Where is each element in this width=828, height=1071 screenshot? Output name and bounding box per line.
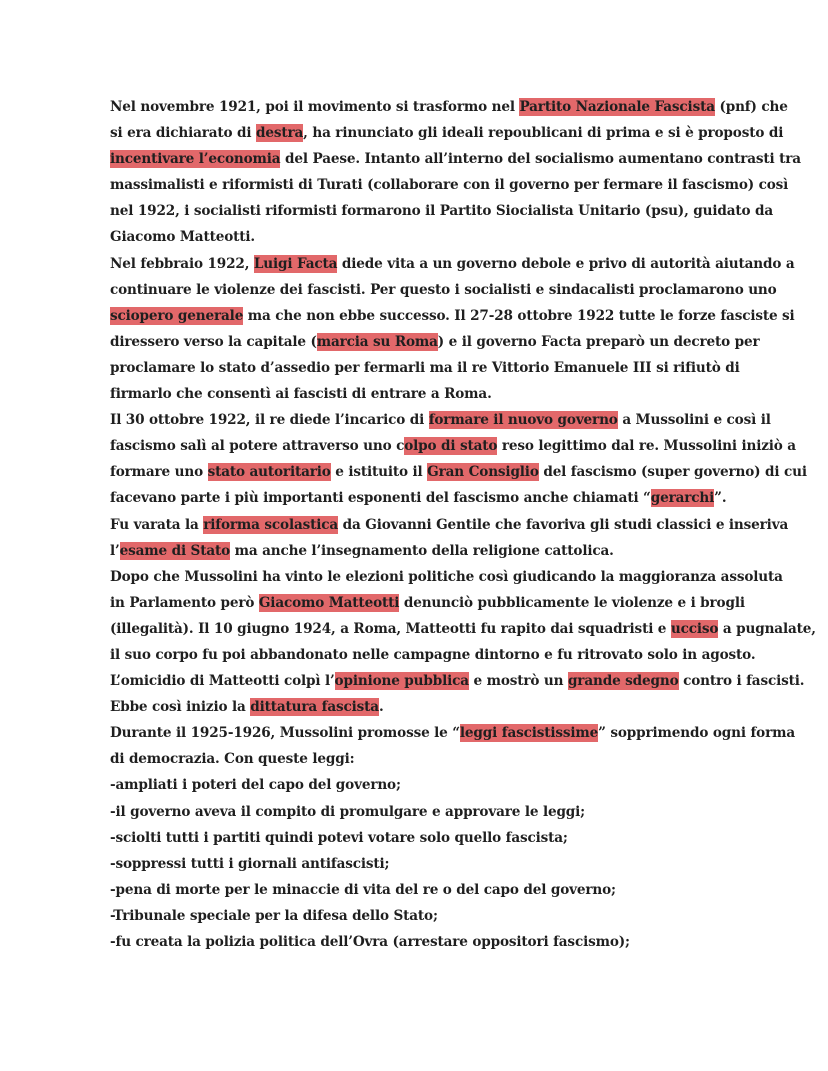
text-segment: a pugnalate,: [718, 620, 816, 637]
text-line: [98, 329, 760, 355]
highlighted-term: leggi fascistissime: [459, 725, 599, 742]
text-segment: .: [378, 699, 384, 716]
list-item: -sciolti tutti i partiti quindi potevi votare solo quello fascista;: [110, 829, 568, 846]
text-line: [98, 94, 788, 120]
highlighted-term: olpo di stato: [404, 438, 498, 455]
highlighted-term: formare il nuovo governo: [428, 412, 618, 429]
text-line: [98, 668, 805, 694]
paragraph: [98, 564, 816, 721]
text-segment: diede vita a un governo debole e privo di autorità aiutando a: [337, 255, 795, 272]
highlighted-term: Partito Nazionale Fascista: [519, 99, 715, 115]
text-line: [98, 538, 738, 564]
highlighted-term: grande sdegno: [567, 673, 679, 690]
text-segment: ) e il governo Facta preparò un decreto per: [437, 333, 760, 350]
highlighted-term: incentivare l’economia: [110, 151, 281, 168]
text-segment: Ebbe così inizio la: [110, 699, 251, 716]
text-segment: da Giovanni Gentile che favoriva gli studi classici e inseriva: [338, 516, 789, 533]
text-line: [98, 590, 745, 616]
text-segment: L’omicidio di Matteotti colpì l’: [110, 673, 335, 690]
text-segment: Fu varata la: [110, 516, 204, 533]
text-segment: fascismo salì al potere attraverso uno c: [110, 438, 405, 455]
document-page: [98, 94, 816, 955]
list-item: -il governo aveva il compito di promulgare e approvare le leggi;: [110, 803, 586, 820]
text-line: [98, 277, 777, 303]
text-segment: contro i fascisti.: [678, 673, 805, 690]
text-segment: si era dichiarato di: [110, 125, 257, 142]
highlighted-term: esame di Stato: [119, 542, 231, 559]
list-item: -ampliati i poteri del capo del governo;: [110, 777, 401, 794]
text-line: [98, 433, 796, 459]
text-segment: in Parlamento però: [110, 594, 259, 611]
text-line: [98, 694, 738, 720]
text-line: [98, 224, 738, 250]
text-segment: del Paese. Intanto all’interno del socialismo aumentano contrasti tra: [280, 151, 801, 168]
text-segment: Dopo che Mussolini ha vinto le elezioni politiche così giudicando la maggioranza assoluta: [110, 568, 783, 585]
text-line: [98, 146, 801, 172]
text-line: [98, 642, 756, 668]
list-item: -fu creata la polizia politica dell’Ovra (arrestare oppositori fascismo);: [110, 934, 630, 950]
text-line: [98, 120, 784, 146]
text-segment: Nel novembre 1921, poi il movimento si trasformo nel: [110, 99, 520, 115]
highlighted-term: Giacomo Matteotti: [258, 594, 400, 611]
text-segment: formare uno: [110, 464, 208, 481]
text-line: [98, 251, 795, 277]
text-line: [98, 198, 774, 224]
text-segment: (illegalità). Il 10 giugno 1924, a Roma, Matteotti fu rapito dai squadristi e: [110, 620, 671, 637]
text-line: [98, 407, 771, 433]
text-line: [98, 512, 789, 538]
highlighted-term: sciopero generale: [110, 307, 244, 324]
text-segment: ma anche l’insegnamento della religione cattolica.: [230, 542, 614, 559]
text-line: [98, 616, 816, 642]
text-line: [98, 172, 789, 198]
document-body: [98, 94, 816, 772]
highlighted-term: ucciso: [670, 620, 719, 637]
text-segment: diressero verso la capitale (: [110, 333, 317, 350]
highlighted-term: dittatura fascista: [250, 699, 379, 716]
highlighted-term: stato autoritario: [207, 464, 331, 481]
text-line: [98, 459, 807, 485]
list-item: -soppressi tutti i giornali antifascisti;: [110, 855, 390, 872]
text-segment: e istituito il: [330, 464, 428, 481]
text-segment: firmarlo che consentì ai fascisti di entrare a Roma.: [110, 386, 492, 403]
text-segment: reso legittimo dal re. Mussolini iniziò a: [497, 438, 796, 455]
laws-list: [98, 772, 738, 955]
text-segment: Nel febbraio 1922,: [110, 255, 254, 272]
text-segment: il suo corpo fu poi abbandonato nelle campagne dintorno e fu ritrovato solo in agosto.: [110, 646, 756, 663]
paragraph: [98, 94, 801, 251]
text-line: [98, 746, 738, 772]
text-segment: e mostrò un: [468, 673, 568, 690]
text-segment: ”.: [714, 490, 727, 507]
text-segment: Giacomo Matteotti.: [110, 229, 255, 246]
text-segment: (pnf) che: [714, 99, 788, 115]
paragraph: [98, 512, 789, 564]
highlighted-term: marcia su Roma: [316, 333, 438, 350]
text-segment: Il 30 ottobre 1922, il re diede l’incarico di: [110, 412, 429, 429]
highlighted-term: opinione pubblica: [334, 673, 469, 690]
text-segment: denunciò pubblicamente le violenze e i brogli: [399, 594, 745, 611]
text-segment: proclamare lo stato d’assedio per fermarli ma il re Vittorio Emanuele III si rifiutò di: [110, 359, 740, 376]
text-segment: a Mussolini e così il: [617, 412, 771, 429]
text-segment: , ha rinunciato gli ideali repoublicani di prima e si è proposto di: [303, 125, 784, 142]
text-segment: nel 1922, i socialisti riformisti formarono il Partito Siocialista Unitario (psu), guidato da: [110, 203, 774, 220]
text-segment: Durante il 1925-1926, Mussolini promosse le “: [110, 725, 460, 742]
text-line: [98, 303, 795, 329]
highlighted-term: destra: [256, 125, 304, 142]
text-segment: facevano parte i più importanti esponenti del fascismo anche chiamati “: [110, 490, 651, 507]
paragraph: [98, 720, 795, 772]
text-segment: ” sopprimendo ogni forma: [598, 725, 795, 742]
text-line: [98, 355, 738, 381]
text-line: [98, 381, 738, 407]
highlighted-term: riforma scolastica: [203, 516, 339, 533]
list-item: -pena di morte per le minaccie di vita del re o del capo del governo;: [110, 881, 616, 898]
paragraph: [98, 407, 807, 511]
text-line: [98, 485, 738, 511]
text-line: [98, 564, 783, 590]
text-line: [98, 720, 795, 746]
highlighted-term: Gran Consiglio: [427, 464, 539, 481]
paragraph: [98, 251, 795, 408]
highlighted-term: gerarchi: [650, 490, 715, 507]
highlighted-term: Luigi Facta: [253, 255, 338, 272]
text-segment: ma che non ebbe successo. Il 27-28 ottobre 1922 tutte le forze fasciste si: [243, 307, 795, 324]
text-segment: l’: [110, 542, 120, 559]
text-segment: massimalisti e riformisti di Turati (collaborare con il governo per fermare il fascismo) così: [110, 177, 789, 194]
text-segment: di democrazia. Con queste leggi:: [110, 751, 355, 768]
text-segment: del fascismo (super governo) di cui: [538, 464, 807, 481]
text-segment: continuare le violenze dei fascisti. Per questo i socialisti e sindacalisti proclamarono uno: [110, 281, 777, 298]
list-item: -Tribunale speciale per la difesa dello Stato;: [110, 907, 438, 924]
